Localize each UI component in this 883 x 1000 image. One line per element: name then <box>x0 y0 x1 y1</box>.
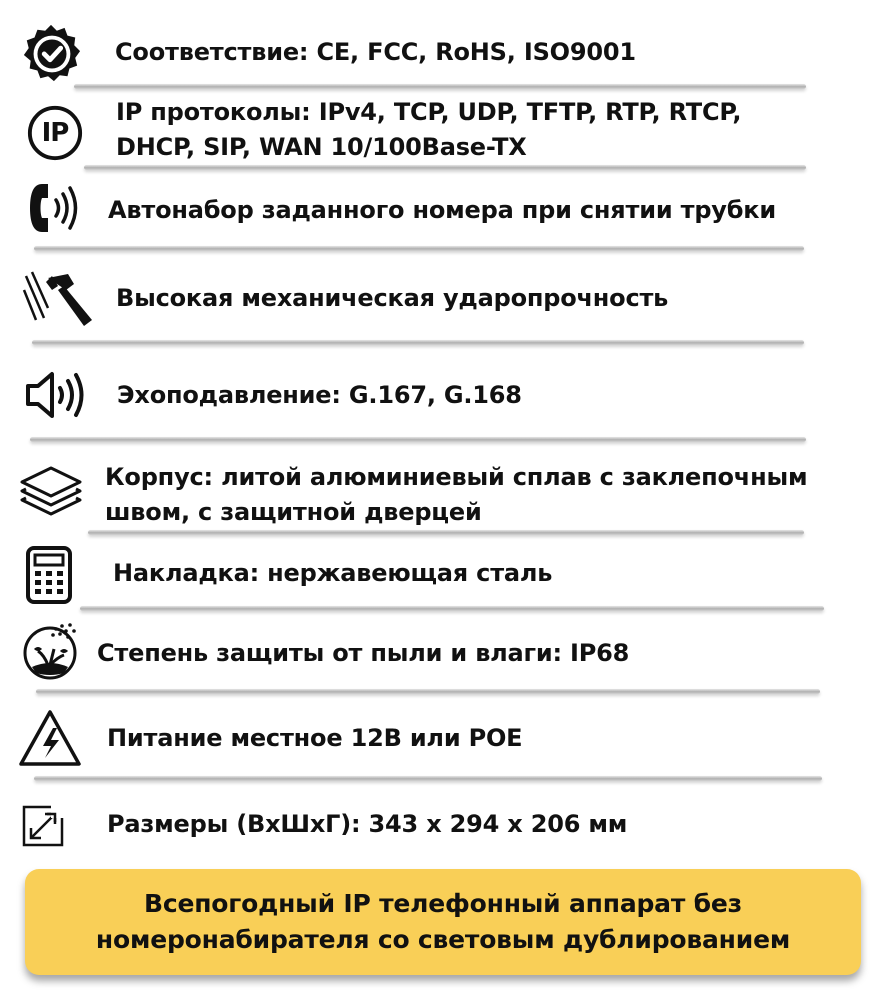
resize-arrows-icon <box>21 804 65 848</box>
feature-label: Степень защиты от пыли и влаги: IP68 <box>97 639 630 667</box>
feature-label: DHCP, SIP, WAN 10/100Base-TX <box>116 133 527 161</box>
ip-icon <box>26 104 84 162</box>
feature-label: Высокая механическая ударопрочность <box>116 284 669 312</box>
divider <box>34 246 804 251</box>
phone-ringing-icon <box>22 180 86 236</box>
dust-water-protection-icon <box>20 621 80 681</box>
feature-label: Питание местное 12В или POE <box>107 724 523 752</box>
layers-icon <box>16 462 86 518</box>
banner-title-line: Всепогодный IP телефонный аппарат без <box>144 889 742 918</box>
divider <box>32 340 804 345</box>
feature-label: IP протоколы: IPv4, TCP, UDP, TFTP, RTP, RTCP, <box>116 98 742 126</box>
feature-label: Корпус: литой алюминиевый сплав с заклепочным <box>105 463 808 491</box>
keypad-icon <box>25 545 73 605</box>
feature-label: Эхоподавление: G.167, G.168 <box>117 381 522 409</box>
feature-label: Накладка: нержавеющая сталь <box>113 559 553 587</box>
divider <box>88 530 804 535</box>
divider <box>84 165 806 170</box>
feature-label: швом, с защитной дверцей <box>105 498 482 526</box>
hammer-impact-icon <box>22 268 94 326</box>
certificate-check-icon <box>20 22 82 84</box>
product-title-banner <box>25 869 861 975</box>
ip-icon-text: IP <box>41 118 69 148</box>
divider <box>74 84 806 89</box>
feature-label: Размеры (ВхШхГ): 343 х 294 х 206 мм <box>107 810 628 838</box>
divider <box>30 437 806 442</box>
banner-title-line: номеронабирателя со световым дублированием <box>95 925 791 954</box>
divider <box>34 776 822 781</box>
divider <box>36 689 820 694</box>
feature-label: Автонабор заданного номера при снятии трубки <box>108 196 777 224</box>
high-voltage-warning-icon <box>17 708 83 768</box>
feature-label: Соответствие: CE, FCC, RoHS, ISO9001 <box>115 38 636 66</box>
speaker-icon <box>22 367 90 423</box>
divider <box>80 606 824 611</box>
